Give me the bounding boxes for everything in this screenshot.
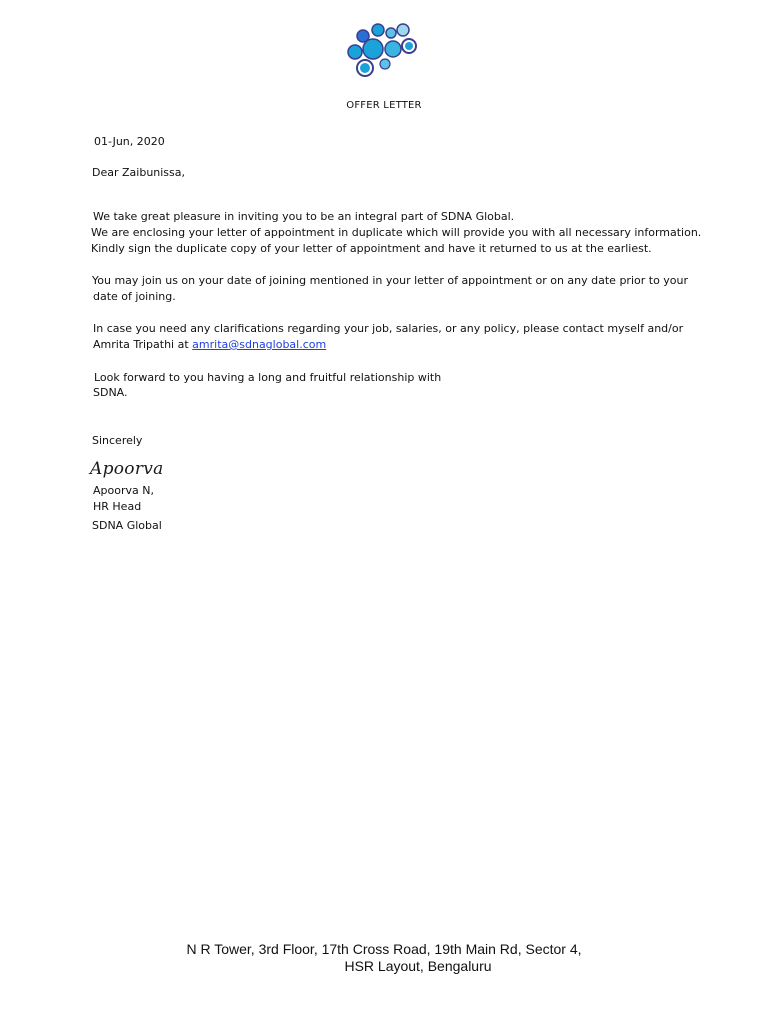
- para2-line1: You may join us on your date of joining mentioned in your letter of appointment or on any date prior to your: [92, 274, 689, 287]
- salutation: Dear Zaibunissa,: [92, 166, 186, 179]
- para1-line2: We are enclosing your letter of appointment in duplicate which will provide you with all necessary information.: [91, 226, 702, 239]
- signer-company: SDNA Global: [92, 519, 162, 532]
- para4-line1: Look forward to you having a long and fruitful relationship with: [94, 371, 442, 384]
- letter-title: OFFER LETTER: [346, 100, 422, 111]
- footer-address: [0, 941, 768, 975]
- company-logo: [343, 22, 423, 82]
- para1-line1: We take great pleasure in inviting you to be an integral part of SDNA Global.: [93, 210, 515, 223]
- signer-role: HR Head: [93, 500, 142, 513]
- footer-line2: HSR Layout, Bengaluru: [344, 958, 492, 974]
- signer-name: Apoorva N,: [93, 484, 154, 497]
- contact-name: Amrita Tripathi at: [93, 338, 193, 351]
- footer-line1: N R Tower, 3rd Floor, 17th Cross Road, 19th Main Rd, Sector 4,: [186, 941, 582, 957]
- letter-date: 01-Jun, 2020: [94, 135, 165, 148]
- closing: Sincerely: [92, 434, 143, 447]
- signature: Apoorva: [90, 459, 164, 479]
- para4-line2: SDNA.: [93, 386, 128, 399]
- contact-email-link[interactable]: amrita@sdnaglobal.com: [192, 338, 327, 351]
- para1-line3: Kindly sign the duplicate copy of your letter of appointment and have it returned to us at the earliest.: [91, 242, 652, 255]
- para3-line1: In case you need any clarifications regarding your job, salaries, or any policy, please contact myself and/or: [93, 322, 684, 335]
- para3-line2: [93, 337, 326, 353]
- para2-line2: date of joining.: [93, 290, 176, 303]
